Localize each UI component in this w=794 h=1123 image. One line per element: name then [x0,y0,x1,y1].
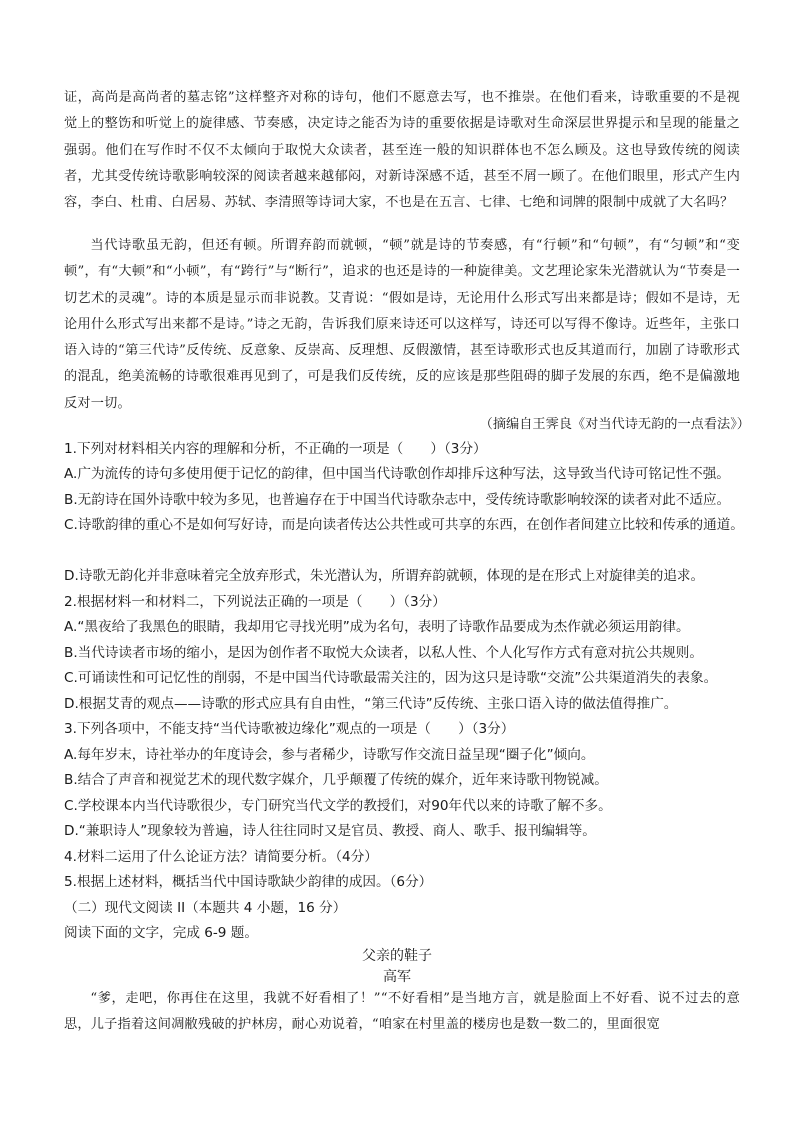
section-heading: （二）现代文阅读 II（本题共 4 小题，16 分） [64,900,347,916]
question-3: 3.下列各项中，不能支持“当代诗歌被边缘化”观点的一项是（ ）（3分） [64,721,515,737]
question-2-option-b: B.当代诗读者市场的缩小，是因为创作者不取悦大众读者，以私人性、个人化写作方式有意对抗公共规则。 [64,645,703,661]
question-1-option-b: B.无韵诗在国外诗歌中较为多见，也普遍存在于中国当代诗歌杂志中，受传统诗歌影响较深的读者对此不适应。 [64,492,731,508]
question-1-option-c: C.诗歌韵律的重心不是如何写好诗，而是向读者传达公共性或可共享的东西，在创作者间建立比较和传承的通道。 [64,517,744,533]
question-1-option-d: D.诗歌无韵化并非意味着完全放弃形式，朱光潜认为，所谓弃韵就顿，体现的是在形式上对旋律美的追求。 [64,568,705,584]
passage-source: （摘编自王霁良《对当代诗无韵的一点看法》） [479,417,750,432]
question-2-option-d: D.根据艾青的观点——诗歌的形式应具有自由性，“第三代诗”反传统、主张口语入诗的做法值得推广。 [64,696,678,712]
question-3-option-c: C.学校课本内当代诗歌很少，专门研究当代文学的教授们，对90年代以来的诗歌了解不多。 [64,798,612,814]
question-3-option-b: B.结合了声音和视觉艺术的现代数字媒介，几乎颠覆了传统的媒介，近年来诗歌刊物锐减。 [64,772,608,788]
passage-paragraph-2: 当代诗歌虽无韵，但还有顿。所谓弃韵而就顿，“顿”就是诗的节奏感，有“行顿”和“句顿”，有“匀顿”和“变顿”，有“大顿”和“小顿”，有“跨行”与“断行”，追求的也还是诗的一种旋律美。文艺理论家朱光潜就认为“节奏是一切艺术的灵魂”。诗的本质是显示而非说教。艾青说：“假如是诗，无论用什么形式写出来都是诗；假如不是诗，无论用什么形式写出来都不是诗。”诗之无韵，告诉我们原来诗还可以这样写，诗还可以写得不像诗。近些年，主张口语入诗的“第三代诗”反传统、反意象、反崇高、反理想、反假激情，甚至诗歌形式也反其道而行，加剧了诗歌形式的混乱，绝美流畅的诗歌很难再见到了，可是我们反传统，反的应该是那些阻碍的脚子发展的东西，绝不是偏激地反对一切。 [64,238,740,411]
question-5: 5.根据上述材料，概括当代中国诗歌缺少韵律的成因。（6分） [64,874,433,890]
story-title: 父亲的鞋子 [362,948,432,964]
question-2-option-a: A.“黑夜给了我黑色的眼睛，我却用它寻找光明”成为名句，表明了诗歌作品要成为杰作就必须运用韵律。 [64,619,690,635]
question-2: 2.根据材料一和材料二，下列说法正确的一项是（ ）（3分） [64,594,446,610]
story-paragraph-1: “爹，走吧，你再住在这里，我就不好看相了！”“不好看相”是当地方言，就是脸面上不好看、说不过去的意思，儿子指着这间凋敝残破的护林房，耐心劝说着，“咱家在村里盖的楼房也是数一数二的，里面很宽 [64,991,740,1033]
question-4: 4.材料二运用了什么论证方法？请简要分析。（4分） [64,849,378,865]
passage-paragraph-1: 证，高尚是高尚者的墓志铭”这样整齐对称的诗句，他们不愿意去写，也不推崇。在他们看来，诗歌重要的不是视觉上的整饬和听觉上的旋律感、节奏感，决定诗之能否为诗的重要依据是诗歌对生命深层世界提示和呈现的能量之强弱。他们在写作时不仅不太倾向于取悦大众读者，甚至连一般的知识群体也不怎么顾及。这也导致传统的阅读者，尤其受传统诗歌影响较深的阅读者越来越郁闷，对新诗深感不适，甚至不屑一顾了。在他们眼里，形式产生内容，李白、杜甫、白居易、苏轼、李清照等诗词大家，不也是在五言、七律、七绝和词牌的限制中成就了大名吗？ [64,90,740,211]
question-1: 1.下列对材料相关内容的理解和分析，不正确的一项是（ ）（3分） [64,441,487,457]
question-2-option-c: C.可诵读性和可记忆性的削弱，不是中国当代诗歌最需关注的，因为这只是诗歌“交流”公共渠道消失的表象。 [64,670,718,686]
question-3-option-a: A.每年岁末，诗社举办的年度诗会，参与者稀少，诗歌写作交流日益呈现“圈子化”倾向。 [64,747,595,763]
question-1-option-a: A.广为流传的诗句多使用便于记忆的韵律，但中国当代诗歌创作却排斥这种写法，这导致当代诗可铭记性不强。 [64,466,730,482]
story-author: 高军 [383,969,411,985]
question-3-option-d: D.“兼职诗人”现象较为普遍，诗人往往同时又是官员、教授、商人、歌手、报刊编辑等。 [64,823,596,839]
section-instruction: 阅读下面的文字，完成 6-9 题。 [64,925,258,941]
